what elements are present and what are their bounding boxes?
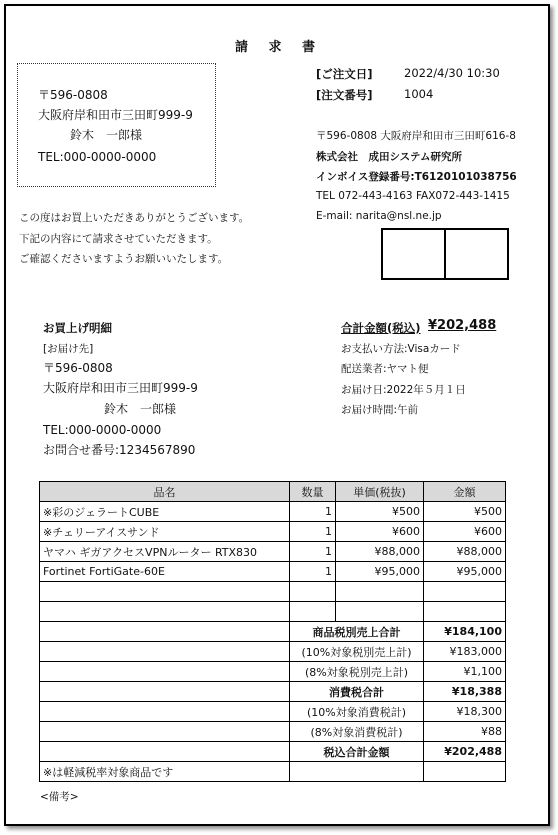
order-number-value: 1004 <box>404 87 434 101</box>
column-header-unit-price: 単価(税抜) <box>336 482 424 502</box>
totals-blank-cell <box>40 702 290 722</box>
column-header-name: 品名 <box>40 482 290 502</box>
delivery-postal: 〒596-0808 <box>43 361 113 375</box>
item-qty <box>290 602 336 622</box>
delivery-address: 大阪府岸和田市三田町999-9 <box>43 381 198 395</box>
seller-email: E-mail: narita@nsl.ne.jp <box>316 210 442 222</box>
note-row <box>40 762 506 782</box>
delivery-tel: TEL:000-0000-0000 <box>43 423 162 437</box>
item-unit-price <box>336 602 424 622</box>
item-amount <box>424 582 506 602</box>
table-row <box>40 522 506 542</box>
item-amount: ¥600 <box>424 522 506 542</box>
greeting-line-1: この度はお買上いただきありがとうございます。 <box>19 212 250 224</box>
totals-row <box>40 622 506 642</box>
carrier: 配送業者:ヤマト便 <box>341 363 429 375</box>
table-row <box>40 542 506 562</box>
item-unit-price: ¥500 <box>336 502 424 522</box>
totals-row <box>40 642 506 662</box>
delivery-label: [お届け先] <box>43 343 94 355</box>
item-qty: 1 <box>290 522 336 542</box>
table-row <box>40 602 506 622</box>
inquiry-number: お問合せ番号:1234567890 <box>43 443 196 457</box>
payment-method: お支払い方法:Visaカード <box>341 343 461 355</box>
item-qty <box>290 582 336 602</box>
item-qty: 1 <box>290 542 336 562</box>
item-name <box>40 602 290 622</box>
seal-stamp-cell <box>383 230 444 278</box>
customer-name: 鈴木 一郎様 <box>70 128 143 142</box>
totals-label: (8%対象消費税計) <box>290 722 424 742</box>
totals-label: 商品税別売上合計 <box>290 622 424 642</box>
delivery-name: 鈴木 一郎様 <box>104 402 177 416</box>
seller-company: 株式会社 成田システム研究所 <box>316 151 462 163</box>
totals-blank-cell <box>40 642 290 662</box>
item-name: ※チェリーアイスサンド <box>40 522 290 542</box>
note-blank-cell <box>424 762 506 782</box>
item-unit-price: ¥95,000 <box>336 562 424 582</box>
table-row <box>40 582 506 602</box>
totals-value: ¥202,488 <box>424 742 506 762</box>
seal-stamp-box <box>381 228 509 280</box>
note-blank-cell <box>290 762 424 782</box>
totals-row <box>40 742 506 762</box>
column-header-qty: 数量 <box>290 482 336 502</box>
totals-blank-cell <box>40 742 290 762</box>
totals-value: ¥184,100 <box>424 622 506 642</box>
table-row <box>40 502 506 522</box>
invoice-items-table <box>39 481 506 782</box>
item-qty: 1 <box>290 502 336 522</box>
delivery-date: お届け日:2022年５月１日 <box>341 384 466 396</box>
customer-postal: 〒596-0808 <box>38 88 108 102</box>
column-header-amount: 金額 <box>424 482 506 502</box>
order-date-value: 2022/4/30 10:30 <box>404 66 500 80</box>
table-header-row <box>40 482 506 502</box>
item-unit-price: ¥600 <box>336 522 424 542</box>
item-amount: ¥500 <box>424 502 506 522</box>
seller-invoice-registration: インボイス登録番号:T6120101038756 <box>316 171 517 183</box>
order-date-label: [ご注文日] <box>316 67 373 81</box>
item-amount <box>424 602 506 622</box>
seller-address: 〒596-0808 大阪府岸和田市三田町616-8 <box>316 130 516 142</box>
totals-blank-cell <box>40 622 290 642</box>
item-name: Fortinet FortiGate-60E <box>40 562 290 582</box>
totals-blank-cell <box>40 722 290 742</box>
totals-blank-cell <box>40 682 290 702</box>
totals-label: (10%対象消費税計) <box>290 702 424 722</box>
remarks-label: <備考> <box>40 791 79 803</box>
details-heading: お買上げ明細 <box>43 321 112 335</box>
item-name <box>40 582 290 602</box>
total-amount-value: ¥202,488 <box>428 318 497 333</box>
order-number-label: [注文番号] <box>316 88 373 102</box>
totals-row <box>40 702 506 722</box>
item-qty: 1 <box>290 562 336 582</box>
delivery-time: お届け時間:午前 <box>341 404 419 416</box>
customer-address: 大阪府岸和田市三田町999-9 <box>38 108 193 122</box>
item-name: ヤマハ ギガアクセスVPNルーター RTX830 <box>40 542 290 562</box>
totals-label: (10%対象税別売上計) <box>290 642 424 662</box>
table-row <box>40 562 506 582</box>
totals-label: (8%対象税別売上計) <box>290 662 424 682</box>
seal-stamp-cell <box>444 230 507 278</box>
item-amount: ¥95,000 <box>424 562 506 582</box>
greeting-line-2: 下記の内容にて請求させていただきます。 <box>19 233 218 245</box>
item-unit-price <box>336 582 424 602</box>
totals-value: ¥183,000 <box>424 642 506 662</box>
totals-blank-cell <box>40 662 290 682</box>
item-unit-price: ¥88,000 <box>336 542 424 562</box>
totals-row <box>40 682 506 702</box>
totals-row <box>40 662 506 682</box>
item-name: ※彩のジェラートCUBE <box>40 502 290 522</box>
totals-value: ¥88 <box>424 722 506 742</box>
totals-value: ¥1,100 <box>424 662 506 682</box>
customer-tel: TEL:000-0000-0000 <box>38 150 157 164</box>
greeting-line-3: ご確認くださいますようお願いいたします。 <box>19 253 229 265</box>
seller-tel-fax: TEL 072-443-4163 FAX072-443-1415 <box>316 190 510 202</box>
item-amount: ¥88,000 <box>424 542 506 562</box>
totals-label: 消費税合計 <box>290 682 424 702</box>
reduced-tax-note: ※は軽減税率対象商品です <box>40 762 290 782</box>
total-amount-label: 合計金額(税込) <box>341 321 421 335</box>
document-title: 請 求 書 <box>234 40 324 55</box>
totals-value: ¥18,300 <box>424 702 506 722</box>
totals-label: 税込合計金額 <box>290 742 424 762</box>
totals-value: ¥18,388 <box>424 682 506 702</box>
totals-row <box>40 722 506 742</box>
